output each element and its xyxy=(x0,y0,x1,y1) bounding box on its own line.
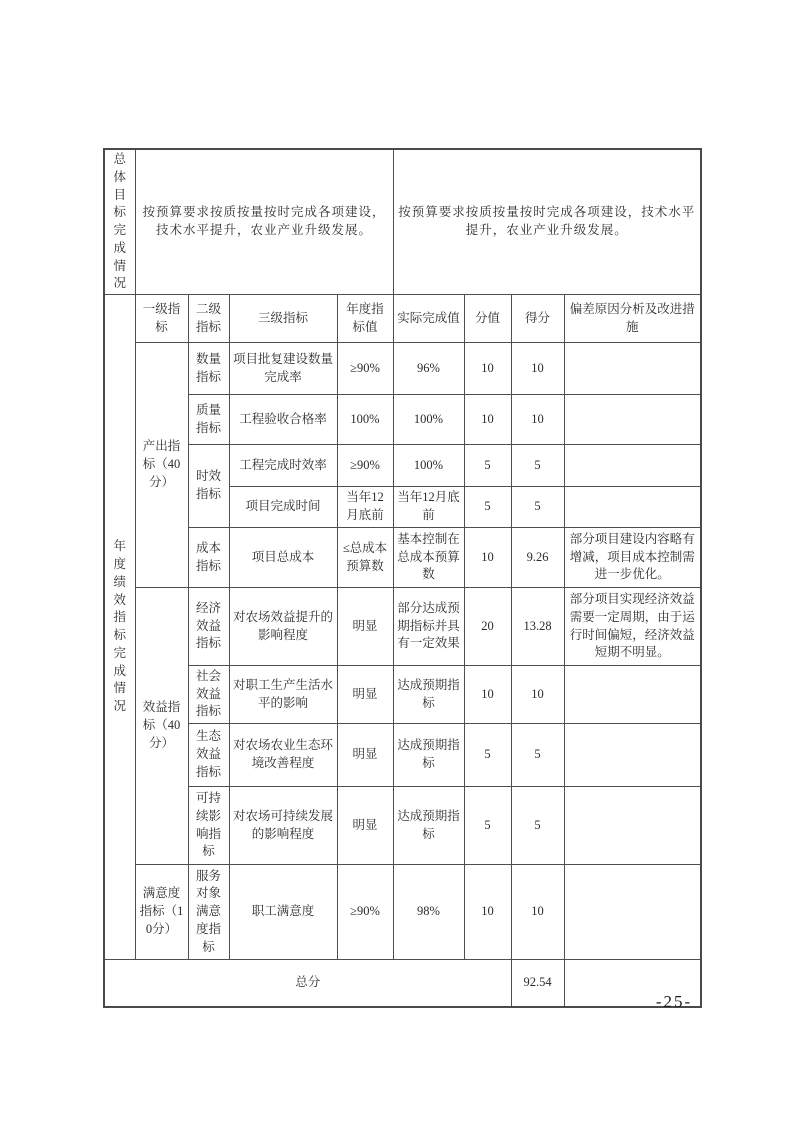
cell-points: 10 xyxy=(464,343,511,395)
overall-goal-text-right: 按预算要求按质按量按时完成各项建设，技术水平提升，农业产业升级发展。 xyxy=(393,149,701,295)
cell-points: 10 xyxy=(464,528,511,588)
cell-points: 10 xyxy=(464,666,511,724)
cell-target: ≤总成本预算数 xyxy=(337,528,393,588)
col-header-level2: 二级指标 xyxy=(188,295,229,343)
cell-level2: 时效指标 xyxy=(188,445,229,528)
cell-score: 5 xyxy=(511,445,564,487)
cell-score: 10 xyxy=(511,865,564,960)
cell-points: 5 xyxy=(464,445,511,487)
total-score: 92.54 xyxy=(511,960,564,1007)
col-header-score: 得分 xyxy=(511,295,564,343)
overall-goal-row-header: 总体目标完成情况 xyxy=(104,149,135,295)
cell-target: 明显 xyxy=(337,588,393,666)
cell-score: 9.26 xyxy=(511,528,564,588)
col-header-actual: 实际完成值 xyxy=(393,295,464,343)
table-row xyxy=(104,787,701,865)
table-row xyxy=(104,445,701,487)
cell-level3: 项目完成时间 xyxy=(229,487,337,528)
cell-level2: 社会效益指标 xyxy=(188,666,229,724)
table-row xyxy=(104,528,701,588)
table-row xyxy=(104,666,701,724)
overall-goal-row xyxy=(104,149,701,295)
cell-score: 10 xyxy=(511,343,564,395)
cell-level3: 项目总成本 xyxy=(229,528,337,588)
cell-level3: 项目批复建设数量完成率 xyxy=(229,343,337,395)
cell-note xyxy=(564,395,701,445)
total-row xyxy=(104,960,701,1007)
cell-note: 部分项目建设内容略有增减，项目成本控制需进一步优化。 xyxy=(564,528,701,588)
level1-group-benefit: 效益指标（40分） xyxy=(135,588,188,865)
cell-level2: 可持续影响指标 xyxy=(188,787,229,865)
cell-points: 20 xyxy=(464,588,511,666)
overall-goal-text-left: 按预算要求按质按量按时完成各项建设，技术水平提升，农业产业升级发展。 xyxy=(135,149,393,295)
cell-target: ≥90% xyxy=(337,343,393,395)
cell-level3: 工程完成时效率 xyxy=(229,445,337,487)
cell-target: 100% xyxy=(337,395,393,445)
cell-note xyxy=(564,487,701,528)
cell-level2: 质量指标 xyxy=(188,395,229,445)
cell-level3: 对职工生产生活水平的影响 xyxy=(229,666,337,724)
cell-actual: 98% xyxy=(393,865,464,960)
cell-actual: 96% xyxy=(393,343,464,395)
cell-actual: 部分达成预期指标并具有一定效果 xyxy=(393,588,464,666)
cell-actual: 基本控制在总成本预算数 xyxy=(393,528,464,588)
cell-points: 5 xyxy=(464,487,511,528)
cell-actual: 当年12月底前 xyxy=(393,487,464,528)
col-header-points: 分值 xyxy=(464,295,511,343)
performance-indicator-table xyxy=(103,148,702,1008)
cell-score: 5 xyxy=(511,487,564,528)
cell-level3: 对农场效益提升的影响程度 xyxy=(229,588,337,666)
cell-score: 5 xyxy=(511,724,564,787)
table-row xyxy=(104,395,701,445)
table-row xyxy=(104,343,701,395)
cell-target: 明显 xyxy=(337,666,393,724)
cell-target: ≥90% xyxy=(337,445,393,487)
cell-actual: 100% xyxy=(393,445,464,487)
cell-actual: 100% xyxy=(393,395,464,445)
page-number: -25- xyxy=(655,992,693,1011)
cell-score: 10 xyxy=(511,666,564,724)
cell-actual: 达成预期指标 xyxy=(393,787,464,865)
cell-points: 10 xyxy=(464,865,511,960)
col-header-target: 年度指标值 xyxy=(337,295,393,343)
cell-level2: 服务对象满意度指标 xyxy=(188,865,229,960)
cell-level3: 职工满意度 xyxy=(229,865,337,960)
cell-note xyxy=(564,865,701,960)
cell-note xyxy=(564,787,701,865)
cell-note: 部分项目实现经济效益需要一定周期，由于运行时间偏短，经济效益短期不明显。 xyxy=(564,588,701,666)
col-header-note: 偏差原因分析及改进措施 xyxy=(564,295,701,343)
cell-target: 当年12月底前 xyxy=(337,487,393,528)
cell-score: 5 xyxy=(511,787,564,865)
col-header-level3: 三级指标 xyxy=(229,295,337,343)
col-header-level1: 一级指标 xyxy=(135,295,188,343)
cell-points: 10 xyxy=(464,395,511,445)
cell-level2: 数量指标 xyxy=(188,343,229,395)
table-row xyxy=(104,588,701,666)
total-label: 总分 xyxy=(104,960,511,1007)
cell-note xyxy=(564,445,701,487)
cell-note xyxy=(564,343,701,395)
cell-level3: 对农场可持续发展的影响程度 xyxy=(229,787,337,865)
cell-actual: 达成预期指标 xyxy=(393,666,464,724)
cell-target: 明显 xyxy=(337,724,393,787)
cell-target: 明显 xyxy=(337,787,393,865)
column-header-row xyxy=(104,295,701,343)
cell-level3: 工程验收合格率 xyxy=(229,395,337,445)
cell-note xyxy=(564,724,701,787)
cell-level3: 对农场农业生态环境改善程度 xyxy=(229,724,337,787)
level1-group-output: 产出指标（40分） xyxy=(135,343,188,588)
level1-group-satisfaction: 满意度指标（10分） xyxy=(135,865,188,960)
cell-level2: 生态效益指标 xyxy=(188,724,229,787)
cell-level2: 经济效益指标 xyxy=(188,588,229,666)
cell-level2: 成本指标 xyxy=(188,528,229,588)
cell-target: ≥90% xyxy=(337,865,393,960)
cell-note xyxy=(564,666,701,724)
annual-section-row-header: 年度绩效指标完成情况 xyxy=(104,295,135,960)
cell-score: 13.28 xyxy=(511,588,564,666)
table-row xyxy=(104,865,701,960)
cell-points: 5 xyxy=(464,724,511,787)
table-row xyxy=(104,724,701,787)
cell-points: 5 xyxy=(464,787,511,865)
cell-score: 10 xyxy=(511,395,564,445)
cell-actual: 达成预期指标 xyxy=(393,724,464,787)
